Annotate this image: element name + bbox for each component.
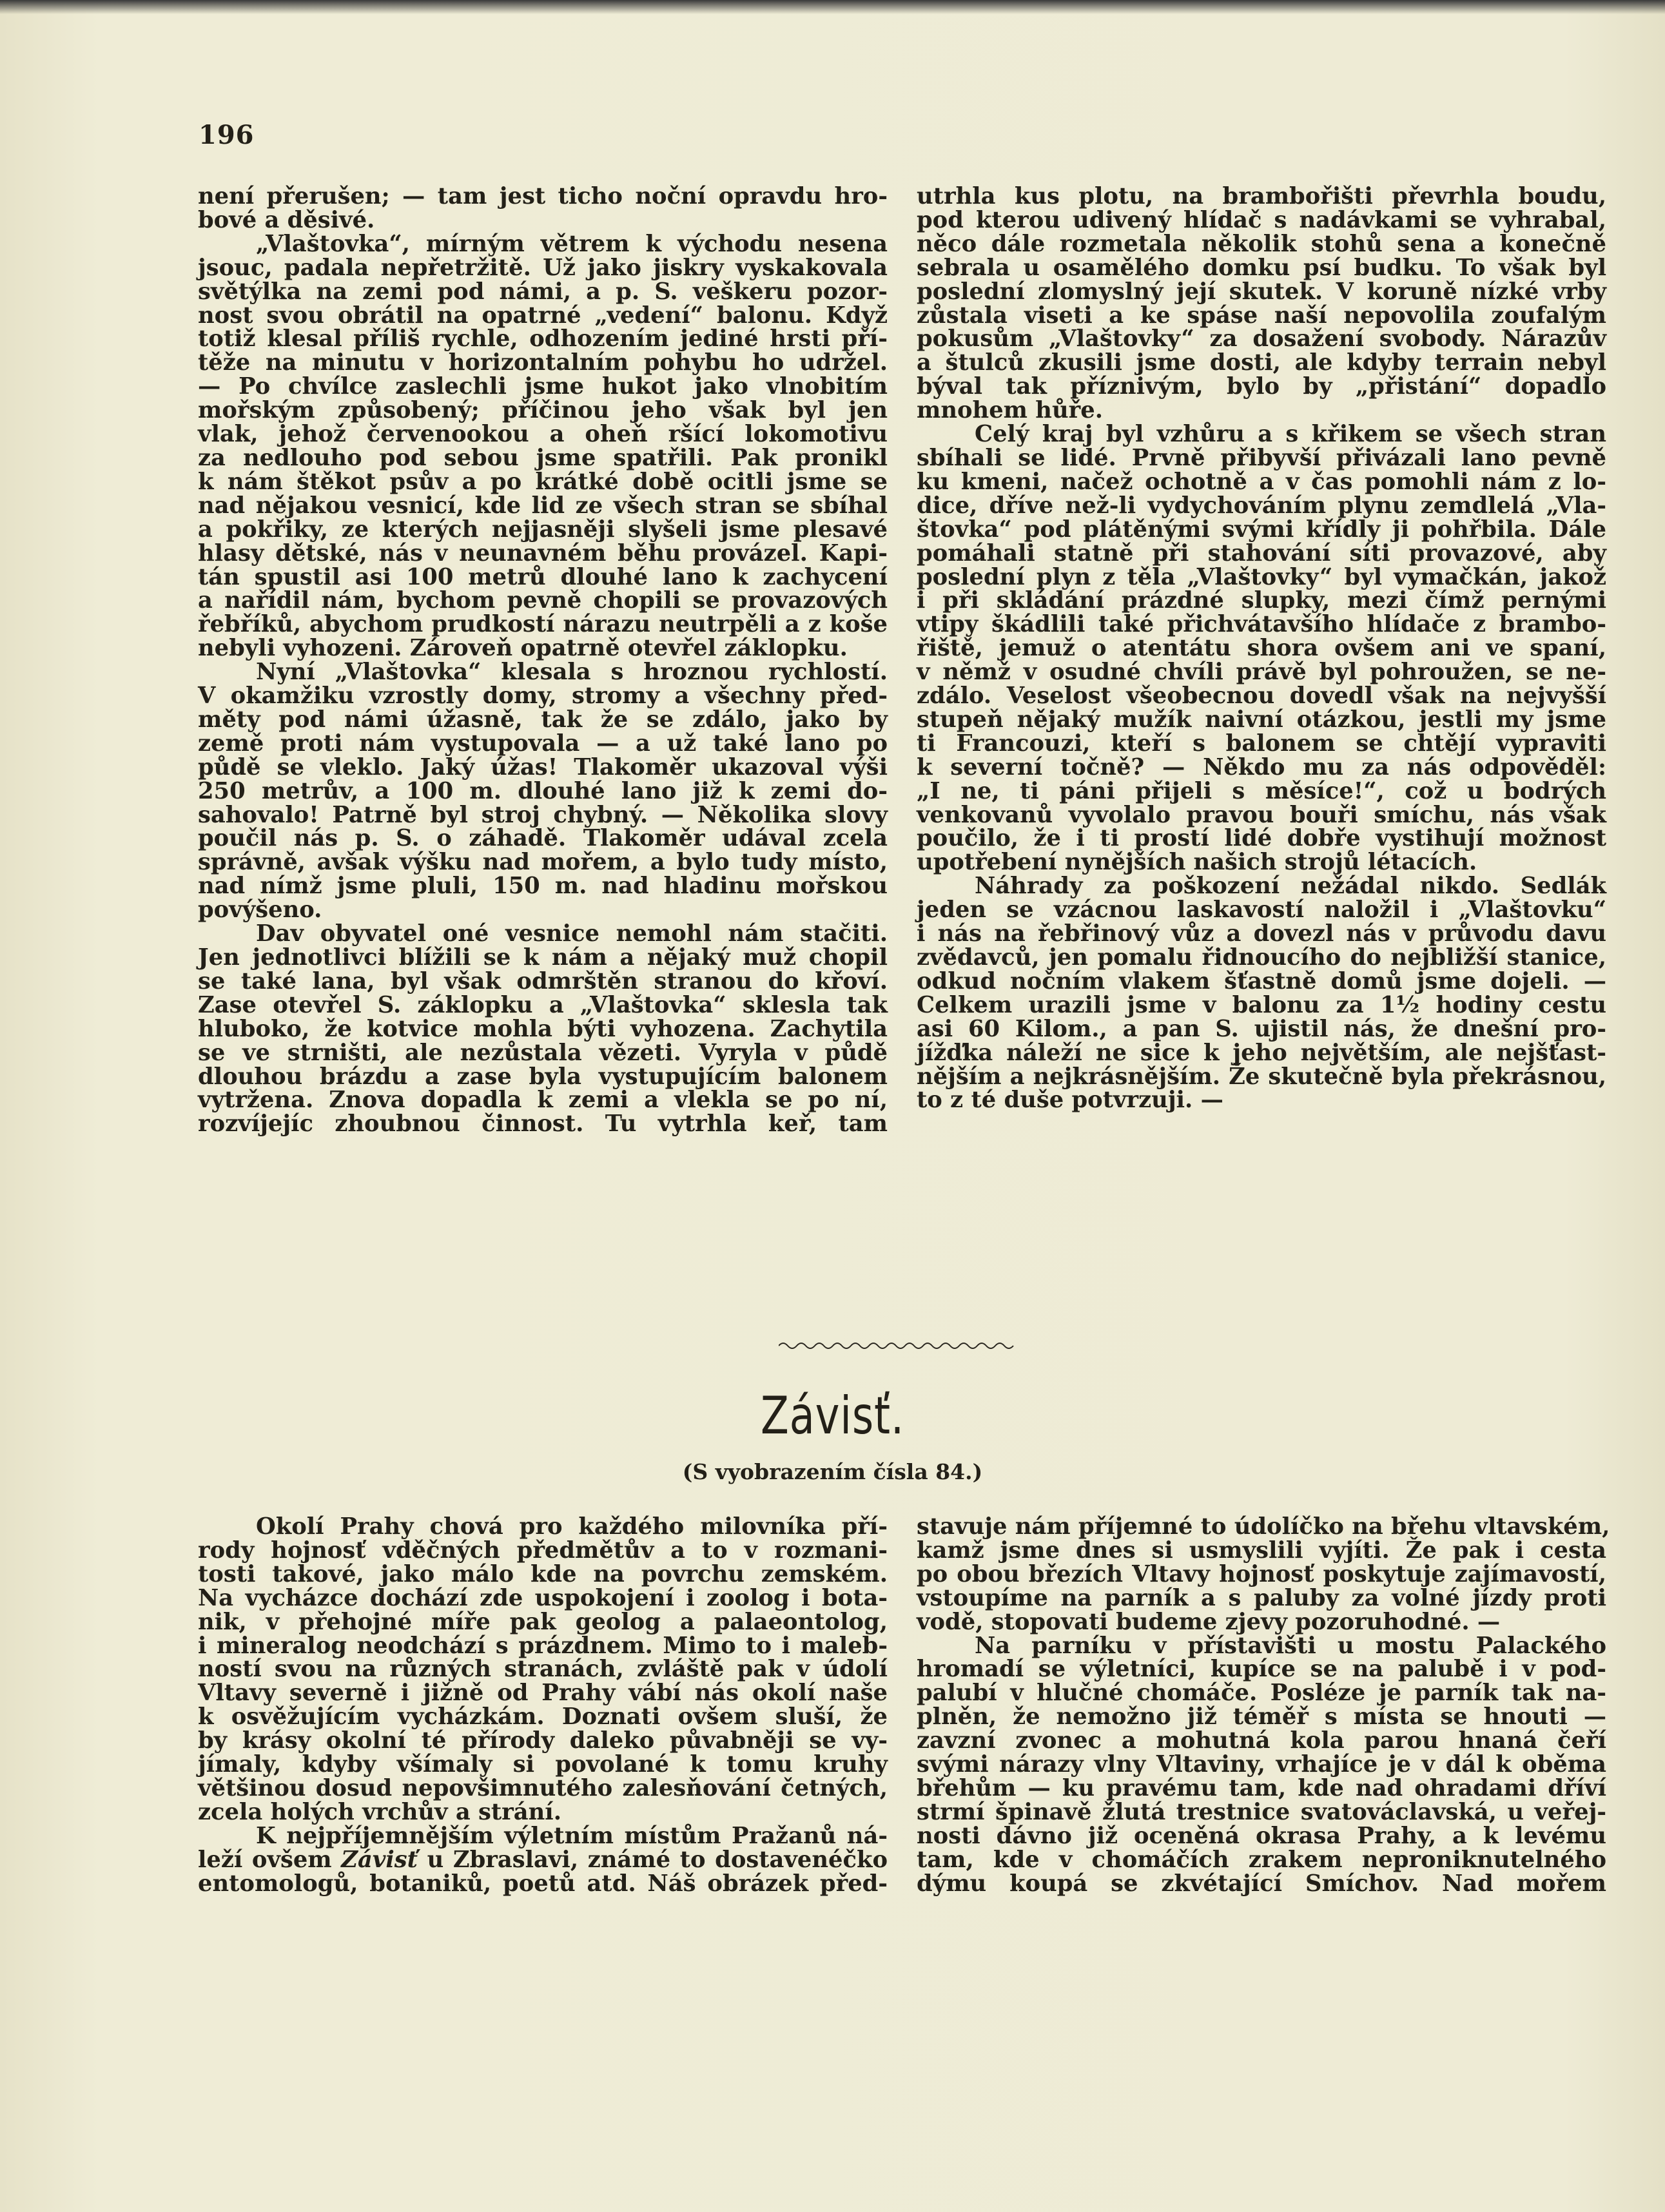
text-line: řiště, jemuž o atentátu shora ovšem ani ve spaní, [917, 635, 1606, 662]
text-line: utrhla kus plotu, na brambořišti převrhla boudu, [917, 183, 1606, 209]
text-line: nebyli vyhozeni. Zároveň opatrně otevřel záklopku. [198, 635, 848, 662]
text-line: Celkem urazili jsme v balonu za 1½ hodiny cestu [917, 991, 1606, 1018]
text-line: odkud nočním vlakem šťastně domů jsme dojeli. — [917, 967, 1606, 994]
text-line: pokusům „Vlaštovky“ za dosažení svobody. Nárazův [917, 325, 1606, 353]
text-line: Nyní „Vlaštovka“ klesala s hroznou rychlostí. [256, 659, 888, 686]
text-line: a nařídil nám, bychom pevně chopili se provazových [198, 587, 888, 614]
text-line: rody hojnosť vděčných předmětův a to v rozmani- [198, 1537, 888, 1564]
place-name-emphasis: Závisť [341, 1846, 418, 1873]
text-line: vtipy škádlili také přichvátavšího hlídače z brambo- [917, 611, 1606, 638]
text-line: jímaly, kdyby všímaly si povolané k tomu kruhy [198, 1751, 888, 1778]
text-line: Zase otevřel S. záklopku a „Vlaštovka“ sklesla tak [198, 991, 888, 1018]
text-line: poučilo, že i ti prostí lidé dobře vystihují možnost [917, 825, 1606, 852]
article1-column-left [198, 185, 888, 1136]
text-line: nad nímž jsme pluli, 150 m. nad hladinu mořskou [198, 873, 888, 900]
text-line: vstoupíme na parník a s paluby za volné jízdy proti [917, 1584, 1606, 1611]
text-line: v němž v osudné chvíli právě byl pohroužen, se ne- [917, 659, 1606, 686]
text-line: nad nějakou vesnicí, kde lid ze všech stran se sbíhal [198, 492, 888, 519]
text-line: Dav obyvatel oné vesnice nemohl nám stačiti. [256, 920, 888, 947]
text-line: ností svou na různých stranách, zvláště pak v údolí [198, 1656, 888, 1683]
text-line: upotřebení nynějších našich strojů létacích. [917, 849, 1477, 876]
text-line: pod kterou udivený hlídač s nadávkami se vyhrabal, [917, 206, 1606, 233]
article2-column-right [917, 1513, 1610, 1897]
text-line: asi 60 Kilom., a pan S. ujistil nás, že dnešní pro- [917, 1015, 1606, 1042]
text-line: jeden se vzácnou laskavostí naložil i „Vlaštovku“ [917, 897, 1606, 924]
text-line: Jen jednotlivci blížili se k nám a nějaký muž chopil [198, 944, 888, 971]
text-line: Na vycházce dochází zde uspokojení i zoolog i bota- [198, 1584, 888, 1611]
text-line: zvědavců, jen pomalu řidnoucího do nejbližší stanice, [917, 944, 1606, 971]
text-line: není přerušen; — tam jest ticho noční opravdu hro- [198, 183, 888, 209]
text-line: — Po chvílce zaslechli jsme hukot jako vlnobitím [198, 373, 888, 400]
text-line: to z té duše potvrzuji. — [917, 1087, 1223, 1114]
text-line: sahovalo! Patrně byl stroj chybný. — Několika slovy [198, 801, 888, 828]
text-line: rozvíjejíc zhoubnou činnost. Tu vytrhla keř, tam [198, 1111, 888, 1138]
text-line: nějším a nejkrásnějším. Že skutečně byla překrásnou, [917, 1063, 1606, 1090]
text-line: tán spustil asi 100 metrů dlouhé lano k zachycení [198, 563, 888, 590]
text-line: zavzní zvonec a mohutná kola parou hnaná čeří [917, 1727, 1606, 1754]
text-line: leží ovšem Závisť u Zbraslavi, známé to dostavenéčko [198, 1846, 888, 1873]
text-line: i při skládání prázdné slupky, mezi čímž pernými [917, 587, 1606, 614]
text-line: sebrala u osamělého domku psí budku. To však byl [917, 254, 1606, 281]
page-number: 196 [199, 120, 255, 150]
text-line: a pokřiky, ze kterých nejjasněji slyšeli jsme plesavé [198, 516, 888, 543]
text-line: země proti nám vystupovala — a už také lano po [198, 730, 888, 757]
text-line: Vltavy severně i jižně od Prahy vábí nás okolí naše [198, 1680, 888, 1707]
text-line: stupeň nějaký mužík naivní otázkou, jestli my jsme [917, 706, 1606, 733]
text-line: se ve strništi, ale nezůstala vězeti. Vyryla v půdě [198, 1039, 888, 1066]
text-line: zcela holých vrchův a strání. [198, 1798, 562, 1825]
text-line: světýlka na zemi pod námi, a p. S. veškeru pozor- [198, 278, 888, 305]
text-line: štovka“ pod plátěnými svými křídly ji pohřbila. Dále [917, 516, 1606, 543]
text-line: zůstala viseti a ke spáse naší nepovolila zoufalým [917, 302, 1606, 329]
text-line: mořským způsobený; příčinou jeho však byl jen [198, 397, 888, 424]
text-line: po obou březích Vltavy hojnosť poskytuje zajímavostí, [917, 1560, 1606, 1587]
text-line: pomáhali statně při stahování síti provazové, aby [917, 539, 1606, 567]
text-line: břehům — ku pravému tam, kde nad ohradami dříví [917, 1774, 1606, 1801]
text-line: nik, v přehojné míře pak geolog a palaeontolog, [198, 1608, 888, 1635]
text-line: tam, kde v chomáčích zrakem neproniknutelného [917, 1846, 1606, 1873]
text-line: mnohem hůře. [917, 397, 1103, 424]
text-line: sbíhali se lidé. Prvně přibyvší přivázali lano pevně [917, 444, 1606, 471]
text-line: půdě se vleklo. Jaký úžas! Tlakoměr ukazoval výši [198, 753, 888, 781]
text-line: ku kmeni, načež ochotně a v čas pomohli nám z lo- [917, 468, 1606, 495]
text-line: „I ne, ti páni přijeli s měsíce!“, což u bodrých [917, 777, 1606, 804]
article2-title: Závisť. [760, 1386, 905, 1446]
text-line: Celý kraj byl vzhůru a s křikem se všech stran [975, 421, 1606, 448]
text-line: povýšeno. [198, 897, 322, 924]
text-line: strmí špinavě žlutá trestnice svatováclavská, u veřej- [917, 1798, 1606, 1825]
text-line: k severní točně? — Někdo mu za nás odpověděl: [917, 753, 1606, 781]
scan-edge-shadow [0, 0, 1665, 14]
text-line: býval tak příznivým, bylo by „přistání“ dopadlo [917, 373, 1606, 400]
text-line: se také lana, byl však odmrštěn stranou do křoví. [198, 967, 888, 994]
text-line: i nás na řebřinový vůz a dovezl nás v průvodu davu [917, 920, 1606, 947]
text-line: těže na minutu v horizontalním pohybu ho udržel. [198, 349, 888, 376]
text-line: za nedlouho pod sebou jsme spatřili. Pak pronikl [198, 444, 888, 471]
text-line: poslední zlomyslný její skutek. V koruně nízké vrby [917, 278, 1606, 305]
text-line: bové a děsivé. [198, 206, 375, 233]
text-line: Okolí Prahy chová pro každého milovníka pří- [256, 1513, 888, 1540]
text-line: „Vlaštovka“, mírným větrem k východu nesena [256, 230, 888, 257]
text-line: vytržena. Znova dopadla k zemi a vlekla se po ní, [198, 1087, 888, 1114]
text-line: svými nárazy vlny Vltaviny, vrhajíce je v dál k oběma [917, 1751, 1606, 1778]
text-line: řebříků, abychom prudkostí nárazu neutrpěli a z koše [198, 611, 888, 638]
text-line: tosti takové, jako málo kde na povrchu zemském. [198, 1560, 888, 1587]
text-line: Na parníku v přístavišti u mostu Palackého [975, 1632, 1606, 1659]
article1-column-right [917, 185, 1606, 1112]
text-line: i mineralog neodchází s prázdnem. Mimo to i maleb- [198, 1632, 888, 1659]
text-line: k osvěžujícím vycházkám. Doznati ovšem sluší, že [198, 1703, 888, 1731]
text-line: 250 metrův, a 100 m. dlouhé lano již k zemi do- [198, 777, 888, 804]
text-line: měty pod námi úžasně, tak že se zdálo, jako by [198, 706, 888, 733]
article2-column-left [198, 1515, 888, 1896]
text-line: jsouc, padala nepřetržitě. Už jako jiskry vyskakovala [198, 254, 888, 281]
text-line: Náhrady za poškození nežádal nikdo. Sedlák [975, 873, 1606, 900]
text-line: nosti dávno již oceněná okrasa Prahy, a k levému [917, 1822, 1606, 1849]
text-line: jížďka náleží ne sice k jeho největším, ale nejšťast- [917, 1039, 1606, 1066]
text-line: kamž jsme dnes si usmyslili vyjíti. Že pak i cesta [917, 1537, 1606, 1564]
text-line: K nejpříjemnějším výletním místům Pražanů ná- [256, 1822, 888, 1849]
text-line: dice, dříve než-li vydychováním plynu zemdlelá „Vla- [917, 492, 1606, 519]
text-line: entomologů, botaniků, poetů atd. Náš obrázek před- [198, 1870, 888, 1897]
text-line: palubí v hlučné chomáče. Posléze je parník tak na- [917, 1680, 1606, 1707]
text-line: vlak, jehož červenookou a oheň ršící lokomotivu [198, 421, 888, 448]
text-line: a štulců zkusili jsme dosti, ale kdyby terrain nebyl [917, 349, 1606, 376]
text-line: V okamžiku vzrostly domy, stromy a všechny před- [198, 683, 888, 710]
wavy-divider [779, 1341, 1017, 1351]
text-line: většinou dosud nepovšimnutého zalesňování četných, [198, 1774, 888, 1801]
text-line: zdálo. Veselost všeobecnou dovedl však na nejvyšší [917, 683, 1606, 710]
text-line: dýmu koupá se zkvétající Smíchov. Nad mořem [917, 1870, 1606, 1897]
text-line: by krásy okolní té přírody daleko půvabněji se vy- [198, 1727, 888, 1754]
text-line: dlouhou brázdu a zase byla vystupujícím balonem [198, 1063, 888, 1090]
text-line: totiž klesal příliš rychle, odhozením jediné hrsti pří- [198, 325, 888, 353]
text-line: poučil nás p. S. o záhadě. Tlakoměr udával zcela [198, 825, 888, 852]
text-line: k nám štěkot psův a po krátké době ocitli jsme se [198, 468, 888, 495]
text-line: nost svou obrátil na opatrné „vedení“ balonu. Když [198, 302, 888, 329]
text-line: plněn, že nemožno již téměř s místa se hnouti — [917, 1703, 1606, 1731]
text-line: správně, avšak výšku nad mořem, a bylo tudy místo, [198, 849, 888, 876]
article2-subtitle: (S vyobrazením čísla 84.) [682, 1459, 983, 1484]
text-line: hlasy dětské, nás v neunavném běhu provázel. Kapi- [198, 539, 888, 567]
text-line: ti Francouzi, kteří s balonem se chtějí vypraviti [917, 730, 1606, 757]
text-line: venkovanů vyvolalo pravou bouři smíchu, nás však [917, 801, 1606, 828]
text-line: něco dále rozmetala několik stohů sena a konečně [917, 230, 1606, 257]
text-line: hluboko, že kotvice mohla býti vyhozena. Zachytila [198, 1015, 888, 1042]
text-line: stavuje nám příjemné to údolíčko na břehu vltavském, [917, 1513, 1610, 1540]
text-line: vodě, stopovati budeme zjevy pozoruhodné. — [917, 1608, 1501, 1635]
text-line: poslední plyn z těla „Vlaštovky“ byl vymačkán, jakož [917, 563, 1606, 590]
text-line: hromadí se výletníci, kupíce se na palubě i v pod- [917, 1656, 1606, 1683]
